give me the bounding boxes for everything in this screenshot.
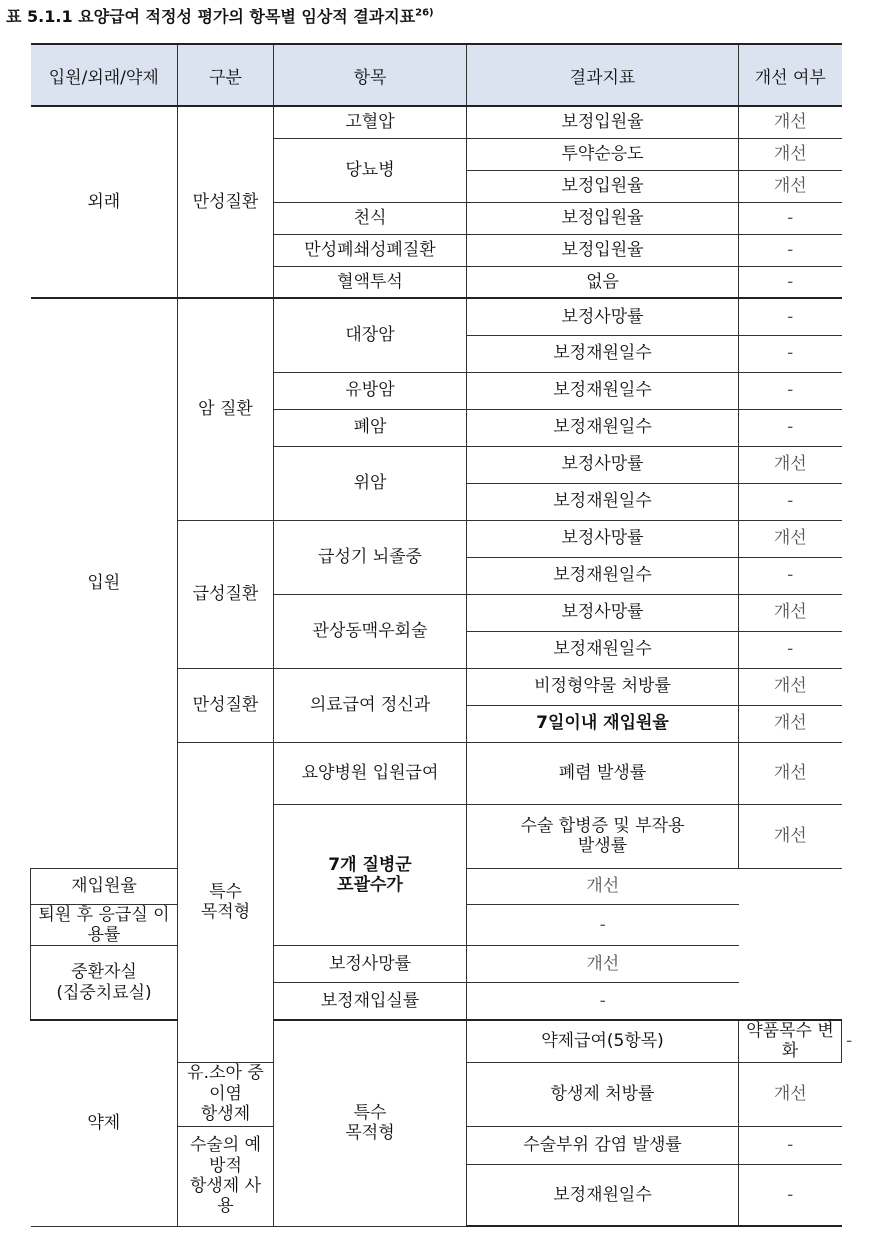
header-indicator: 결과지표 xyxy=(467,44,739,106)
improvement-cell: 개선 xyxy=(739,594,842,631)
results-table xyxy=(30,43,853,1227)
improvement-cell: 개선 xyxy=(739,520,842,557)
indicator-cell: 보정사망률 xyxy=(274,946,467,983)
improvement-cell: - xyxy=(739,335,842,372)
indicator-cell: 보정재입실률 xyxy=(274,983,467,1020)
indicator-cell: 없음 xyxy=(467,266,739,298)
item-cell: 위암 xyxy=(274,446,467,520)
table-row: 약제 특수 목적형 약제급여(5항목) 약품목수 변화 - xyxy=(31,1020,842,1062)
improvement-cell: 개선 xyxy=(739,705,842,742)
item-cell: 폐암 xyxy=(274,409,467,446)
header-category: 구분 xyxy=(178,44,274,106)
improvement-cell: - xyxy=(739,409,842,446)
improvement-cell: 개선 xyxy=(739,668,842,705)
indicator-cell: 보정재원일수 xyxy=(467,335,739,372)
improvement-cell: - xyxy=(739,266,842,298)
indicator-cell: 보정입원율 xyxy=(467,202,739,234)
indicator-cell: 약품목수 변화 xyxy=(739,1020,842,1062)
category-cell: 암 질환 xyxy=(178,298,274,520)
item-cell: 천식 xyxy=(274,202,467,234)
improvement-cell: - xyxy=(739,372,842,409)
indicator-cell: 보정입원율 xyxy=(467,170,739,202)
item-cell: 혈액투석 xyxy=(274,266,467,298)
table-caption: 표 5.1.1 요양급여 적정성 평가의 항목별 임상적 결과지표 xyxy=(6,7,416,26)
table-row xyxy=(31,298,842,335)
item-cell: 유방암 xyxy=(274,372,467,409)
type-cell: 입원 xyxy=(31,298,178,868)
improvement-cell: - xyxy=(739,202,842,234)
improvement-cell: 개선 xyxy=(739,804,842,868)
indicator-cell: 퇴원 후 응급실 이용률 xyxy=(31,904,178,946)
category-cell: 특수 목적형 xyxy=(274,1020,467,1226)
table-row xyxy=(31,106,842,138)
item-cell: 대장암 xyxy=(274,298,467,372)
improvement-cell: - xyxy=(739,631,842,668)
item-cell: 수술의 예방적 항생제 사용 xyxy=(178,1126,274,1226)
item-cell: 만성폐쇄성폐질환 xyxy=(274,234,467,266)
improvement-cell: - xyxy=(467,904,739,946)
indicator-cell: 보정입원율 xyxy=(467,106,739,138)
improvement-cell: - xyxy=(739,234,842,266)
item-cell: 요양병원 입원급여 xyxy=(274,742,467,804)
indicator-cell: 항생제 처방률 xyxy=(467,1062,739,1126)
indicator-cell: 보정사망률 xyxy=(467,594,739,631)
item-cell: 중환자실 (집중치료실) xyxy=(31,946,178,1020)
header-item: 항목 xyxy=(274,44,467,106)
indicator-cell: 비정형약물 처방률 xyxy=(467,668,739,705)
item-cell: 급성기 뇌졸중 xyxy=(274,520,467,594)
indicator-cell: 보정재원일수 xyxy=(467,483,739,520)
indicator-cell: 보정사망률 xyxy=(467,446,739,483)
item-cell: 7개 질병군 포괄수가 xyxy=(274,804,467,946)
category-cell: 급성질환 xyxy=(178,520,274,668)
indicator-cell: 보정재원일수 xyxy=(467,631,739,668)
improvement-cell: - xyxy=(739,298,842,335)
indicator-cell: 보정재원일수 xyxy=(467,1164,739,1226)
indicator-cell: 보정재원일수 xyxy=(467,409,739,446)
item-cell: 약제급여(5항목) xyxy=(467,1020,739,1062)
table-header-row xyxy=(31,44,842,106)
improvement-cell: 개선 xyxy=(467,868,739,904)
improvement-cell: 개선 xyxy=(739,1062,842,1126)
item-cell: 당뇨병 xyxy=(274,138,467,202)
improvement-cell: - xyxy=(739,483,842,520)
category-cell: 특수 목적형 xyxy=(178,742,274,1062)
improvement-cell: 개선 xyxy=(739,138,842,170)
type-cell: 외래 xyxy=(31,106,178,298)
type-cell: 약제 xyxy=(31,1020,178,1226)
item-cell: 고혈압 xyxy=(274,106,467,138)
header-improvement: 개선 여부 xyxy=(739,44,842,106)
indicator-cell: 보정재원일수 xyxy=(467,372,739,409)
indicator-cell: 보정사망률 xyxy=(467,520,739,557)
indicator-cell: 수술 합병증 및 부작용 발생률 xyxy=(467,804,739,868)
improvement-cell: - xyxy=(739,1126,842,1164)
indicator-cell: 투약순응도 xyxy=(467,138,739,170)
indicator-cell: 보정재원일수 xyxy=(467,557,739,594)
improvement-cell: - xyxy=(739,1164,842,1226)
improvement-cell: - xyxy=(467,983,739,1020)
indicator-cell: 수술부위 감염 발생률 xyxy=(467,1126,739,1164)
item-cell: 의료급여 정신과 xyxy=(274,668,467,742)
improvement-cell: 개선 xyxy=(467,946,739,983)
improvement-cell: - xyxy=(739,557,842,594)
indicator-cell: 보정입원율 xyxy=(467,234,739,266)
table-row xyxy=(31,946,842,983)
header-type: 입원/외래/약제 xyxy=(31,44,178,106)
indicator-cell: 폐렴 발생률 xyxy=(467,742,739,804)
category-cell: 만성질환 xyxy=(178,106,274,298)
item-cell: 관상동맥우회술 xyxy=(274,594,467,668)
improvement-cell: 개선 xyxy=(739,106,842,138)
footnote-marker: 26) xyxy=(415,7,434,19)
improvement-cell: 개선 xyxy=(739,742,842,804)
indicator-cell: 7일이내 재입원율 xyxy=(467,705,739,742)
category-cell: 만성질환 xyxy=(178,668,274,742)
page-title xyxy=(6,4,434,27)
indicator-cell: 보정사망률 xyxy=(467,298,739,335)
indicator-cell: 재입원율 xyxy=(31,868,178,904)
item-cell: 유.소아 중이염 항생제 xyxy=(178,1062,274,1126)
improvement-cell: 개선 xyxy=(739,446,842,483)
improvement-cell: 개선 xyxy=(739,170,842,202)
